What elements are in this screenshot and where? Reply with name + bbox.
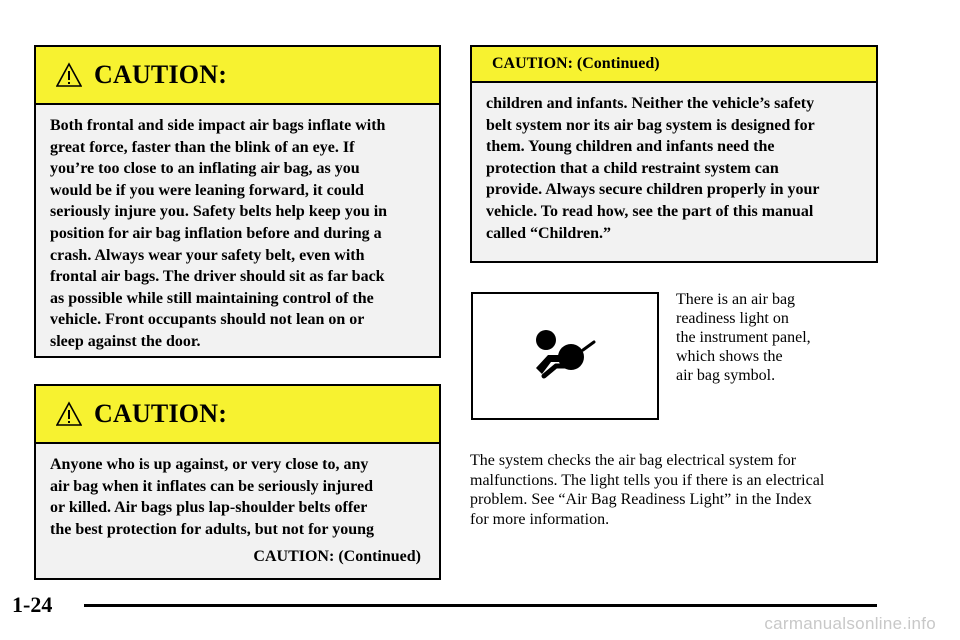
caution-line: called “Children.” (486, 224, 612, 242)
caption-line: air bag symbol. (676, 367, 776, 384)
caution-box-continued (470, 45, 878, 263)
caption-line: which shows the (676, 348, 783, 365)
caution-line: frontal air bags. The driver should sit as far back (50, 268, 385, 286)
caution-line: great force, faster than the blink of an eye. If (50, 138, 355, 156)
caution-box-2 (34, 384, 441, 580)
footer-rule (84, 604, 877, 607)
caption-line: the instrument panel, (676, 329, 811, 346)
caution-header (36, 47, 439, 105)
system-check-paragraph (470, 451, 880, 529)
caution-box-1 (34, 45, 441, 358)
caution-line: Both frontal and side impact air bags inflate with (50, 117, 386, 134)
caution-title: CAUTION: (94, 399, 228, 428)
caution-line: them. Young children and infants need the (486, 138, 775, 156)
paragraph-line: for more information. (470, 510, 610, 528)
caution-line: crash. Always wear your safety belt, even with (50, 246, 365, 264)
caution-body (36, 105, 439, 353)
watermark: carmanualsonline.info (764, 614, 936, 633)
caution-line: you’re too close to an inflating air bag, as you (50, 160, 360, 178)
caution-line: children and infants. Neither the vehicle’s safety (486, 95, 815, 112)
page-number: 1-24 (12, 592, 53, 617)
caution-body (36, 444, 439, 568)
airbag-symbol-icon (530, 328, 600, 384)
warning-triangle-icon (56, 401, 82, 427)
caution-body (472, 83, 876, 244)
caution-line: provide. Always secure children properly in your (486, 181, 820, 199)
caution-line: or killed. Air bags plus lap-shoulder belts offer (50, 499, 368, 517)
caution-line: seriously injure you. Safety belts help keep you in (50, 203, 388, 221)
caution-title: CAUTION: (Continued) (492, 55, 660, 72)
paragraph-line: The system checks the air bag electrical system for (470, 452, 797, 469)
caution-line: sleep against the door. (50, 332, 201, 350)
caution-continued-label: CAUTION: (Continued) (253, 548, 421, 566)
caution-line: belt system nor its air bag system is designed for (486, 116, 815, 134)
caution-line: the best protection for adults, but not for young (50, 520, 375, 538)
warning-triangle-icon (56, 62, 82, 88)
caption-line: readiness light on (676, 310, 789, 327)
caution-line: protection that a child restraint system can (486, 159, 779, 177)
caution-line: position for air bag inflation before and during a (50, 224, 382, 242)
caution-line: would be if you were leaning forward, it could (50, 181, 364, 199)
caution-header (36, 386, 439, 444)
caution-line: air bag when it inflates can be seriously injured (50, 477, 373, 495)
caution-line: as possible while still maintaining control of the (50, 289, 374, 307)
airbag-symbol-box (471, 292, 659, 420)
caution-title: CAUTION: (94, 60, 228, 89)
caption-line: There is an air bag (676, 291, 796, 308)
paragraph-line: problem. See “Air Bag Readiness Light” in the Index (470, 491, 812, 508)
caution-header (472, 47, 876, 83)
caution-line: vehicle. To read how, see the part of this manual (486, 202, 814, 220)
paragraph-line: malfunctions. The light tells you if there is an electrical (470, 471, 825, 489)
caution-line: vehicle. Front occupants should not lean on or (50, 311, 365, 329)
caution-line: Anyone who is up against, or very close to, any (50, 456, 369, 473)
symbol-caption (676, 290, 876, 385)
